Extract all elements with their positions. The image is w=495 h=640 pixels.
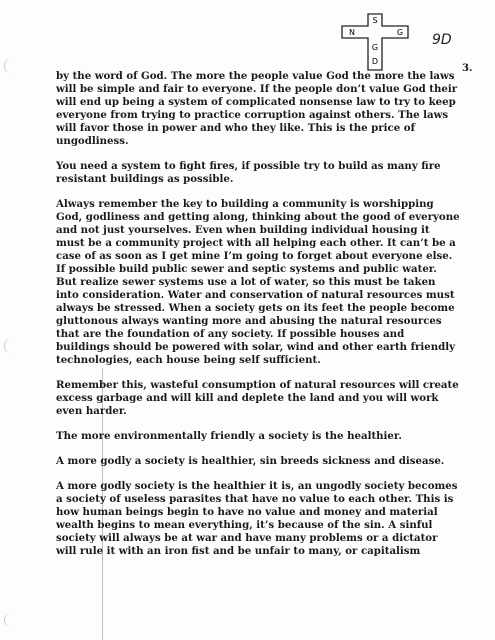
text-line: a society of useless parasites that have no value to each other. This is: [56, 493, 454, 505]
text-line: buildings should be powered with solar, wind and other earth friendly: [56, 341, 456, 353]
text-line: even harder.: [56, 405, 127, 417]
text-line: If possible build public sewer and septic systems and public water.: [56, 263, 437, 275]
text-line: technologies, each house being self sufficient.: [56, 354, 321, 366]
text-line: ungodliness.: [56, 135, 129, 147]
paragraph: [56, 70, 486, 148]
punch-hole-mark: [4, 58, 15, 74]
document-body: [56, 70, 486, 570]
text-line: will rule it with an iron fist and be unfair to many, or capitalism: [56, 545, 421, 557]
cross-letter: G: [371, 43, 379, 52]
paragraph: [56, 379, 486, 418]
text-line: into consideration. Water and conservation of natural resources must: [56, 289, 455, 301]
text-line: and not just yourselves. Even when building individual housing it: [56, 224, 430, 236]
punch-hole-mark: [4, 612, 15, 628]
text-line: how human beings begin to have no value and money and material: [56, 506, 438, 518]
cross-letter: G: [396, 28, 404, 37]
page-number: 3.: [462, 63, 473, 74]
text-line: everyone from trying to practice corruption against others. The laws: [56, 109, 449, 121]
text-line: always be stressed. When a society gets on its feet the people become: [56, 302, 455, 314]
text-line: wealth begins to mean everything, it’s because of the sin. A sinful: [56, 519, 433, 531]
text-line: will end up being a system of complicated nonsense law to try to keep: [56, 96, 456, 108]
paragraph: [56, 160, 486, 186]
cross-letter: D: [371, 57, 379, 66]
cross-letter: S: [372, 16, 378, 25]
text-line: that are the foundation of any society. If possible houses and: [56, 328, 405, 340]
cross-letter: N: [349, 28, 355, 37]
text-line: Always remember the key to building a community is worshipping: [56, 198, 434, 210]
hand-drawn-cross-icon: [338, 12, 414, 72]
text-line: case of as soon as I get mine I’m going to forget about everyone else.: [56, 250, 453, 262]
text-line: must be a community project with all helping each other. It can’t be a: [56, 237, 456, 249]
text-line: excess garbage and will kill and deplete the land and you will work: [56, 392, 439, 404]
text-line: society will always be at war and have many problems or a dictator: [56, 532, 438, 544]
text-line: You need a system to fight fires, if possible try to build as many fire: [56, 160, 441, 172]
text-line: resistant buildings as possible.: [56, 173, 234, 185]
text-line: by the word of God. The more the people value God the more the laws: [56, 70, 455, 82]
paragraph: [56, 198, 486, 367]
paragraph: [56, 430, 486, 443]
text-line: Remember this, wasteful consumption of natural resources will create: [56, 379, 459, 391]
text-line: The more environmentally friendly a society is the healthier.: [56, 430, 402, 442]
punch-hole-mark: [4, 338, 15, 354]
text-line: will favor those in power and who they like. This is the price of: [56, 122, 415, 134]
text-line: A more godly society is the healthier it is, an ungodly society becomes: [56, 480, 458, 492]
text-line: But realize sewer systems use a lot of water, so this must be taken: [56, 276, 436, 288]
handwritten-note: 9D: [432, 32, 452, 48]
text-line: God, godliness and getting along, thinking about the good of everyone: [56, 211, 460, 223]
text-line: will be simple and fair to everyone. If the people don’t value God their: [56, 83, 458, 95]
paragraph: [56, 480, 486, 558]
paragraph: [56, 455, 486, 468]
text-line: gluttonous always wanting more and abusing the natural resources: [56, 315, 442, 327]
text-line: A more godly a society is healthier, sin breeds sickness and disease.: [56, 455, 445, 467]
